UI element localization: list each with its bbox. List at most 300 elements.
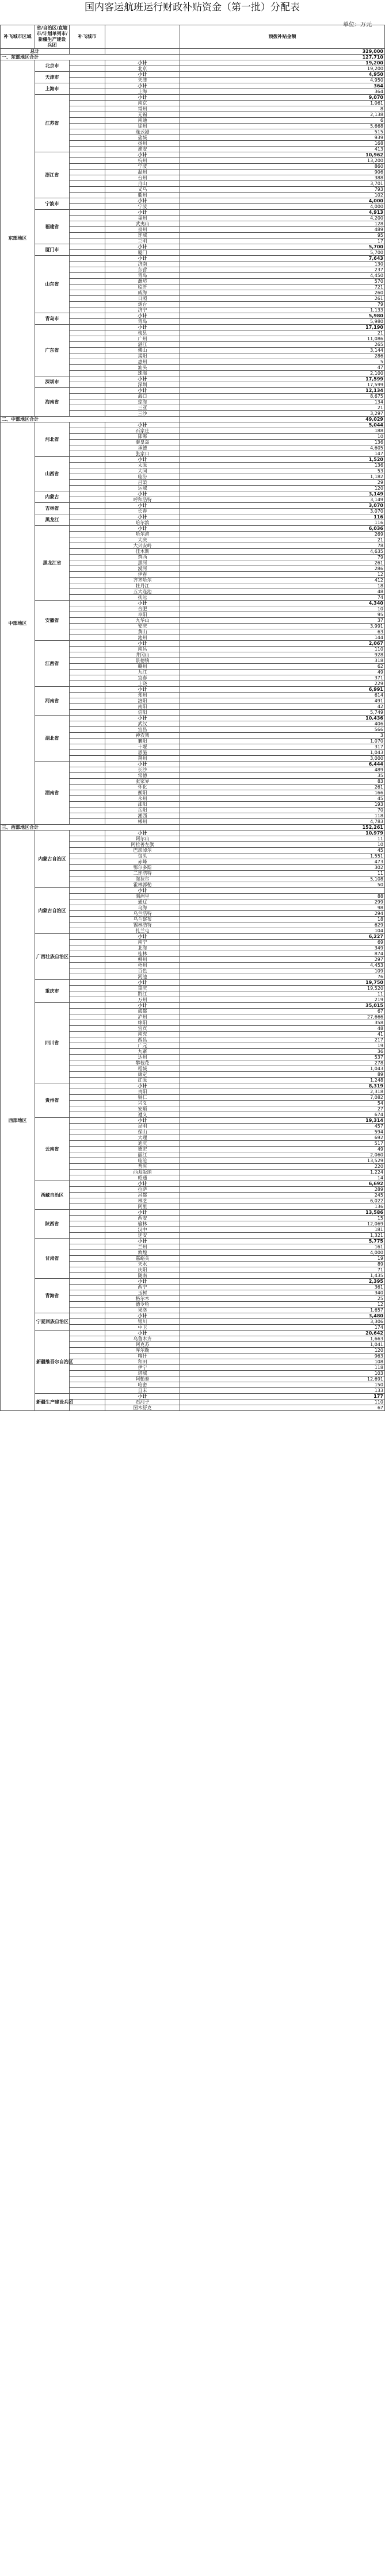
city-cell-empty (70, 353, 105, 359)
city-cell-empty (70, 1101, 105, 1106)
city-amount: 489 (180, 227, 385, 233)
city-cell-empty (70, 1331, 105, 1336)
city-amount: 49 (180, 1147, 385, 1152)
city-name: 大理 (105, 1135, 180, 1141)
subtotal-value: 19,750 (180, 980, 385, 986)
city-cell-empty (70, 957, 105, 963)
province-name: 海南省 (35, 388, 70, 417)
city-amount: 570 (180, 279, 385, 284)
city-name: 武夷山 (105, 221, 180, 227)
province-subtotal-row (1, 934, 385, 940)
city-name: 郑州 (105, 693, 180, 698)
city-cell-empty (70, 141, 105, 147)
city-name: 伊宁 (105, 1365, 180, 1371)
city-name: 十堰 (105, 744, 180, 750)
city-cell-empty (70, 1336, 105, 1342)
province-name: 江苏省 (35, 95, 70, 152)
province-subtotal-row (1, 514, 385, 520)
city-name: 梅县 (105, 330, 180, 336)
city-name: 哈尔滨 (105, 532, 180, 537)
city-amount: 36 (180, 1049, 385, 1055)
city-name: 广州 (105, 336, 180, 342)
city-amount: 29 (180, 480, 385, 486)
city-cell-empty (70, 945, 105, 951)
city-cell-empty (70, 89, 105, 95)
city-name: 果洛 (105, 1308, 180, 1313)
city-amount: 614 (180, 693, 385, 698)
city-cell-empty (70, 273, 105, 279)
province-subtotal-row (1, 72, 385, 78)
city-name: 南昌 (105, 647, 180, 652)
city-amount: 50 (180, 882, 385, 888)
city-cell-empty (70, 693, 105, 698)
city-name: 哈密 (105, 1382, 180, 1388)
city-name: 神农架 (105, 733, 180, 739)
city-amount: 261 (180, 296, 385, 302)
city-name: 稻城 (105, 1066, 180, 1072)
city-name: 武汉 (105, 721, 180, 727)
city-cell-empty (70, 1049, 105, 1055)
city-cell-empty (70, 1227, 105, 1233)
subtotal-label: 小计 (105, 1118, 180, 1124)
city-cell-empty (70, 922, 105, 928)
city-amount: 1,061 (180, 101, 385, 106)
city-name: 青岛 (105, 273, 180, 279)
city-cell-empty (70, 1043, 105, 1049)
city-name: 康定 (105, 1072, 180, 1078)
subtotal-value: 5,980 (180, 313, 385, 319)
city-name: 广元 (105, 1043, 180, 1049)
city-cell-empty (70, 1290, 105, 1296)
city-name: 黔江 (105, 991, 180, 997)
province-name: 天津市 (35, 72, 70, 83)
city-cell-empty (70, 836, 105, 842)
city-amount: 10 (180, 842, 385, 848)
city-cell-empty (70, 1388, 105, 1394)
city-cell-empty (70, 641, 105, 647)
province-name: 四川省 (35, 1003, 70, 1083)
subtotal-value: 5,775 (180, 1239, 385, 1244)
city-name: 青岛 (105, 319, 180, 325)
city-name: 昭通 (105, 1175, 180, 1181)
province-subtotal-row (1, 503, 385, 509)
city-cell-empty (70, 1078, 105, 1083)
subtotal-value: 9,070 (180, 95, 385, 101)
city-amount: 286 (180, 353, 385, 359)
city-cell-empty (70, 101, 105, 106)
city-amount: 13,200 (180, 158, 385, 164)
city-name: 连云港 (105, 129, 180, 135)
city-amount: 193 (180, 802, 385, 808)
city-cell-empty (70, 762, 105, 767)
city-cell-empty (70, 520, 105, 526)
subtotal-label: 小计 (105, 980, 180, 986)
city-cell-empty (70, 152, 105, 158)
province-name: 安徽省 (35, 601, 70, 641)
city-amount: 76 (180, 974, 385, 980)
city-cell-empty (70, 968, 105, 974)
city-cell-empty (70, 1060, 105, 1066)
subtotal-value: 17,599 (180, 376, 385, 382)
city-amount: 181 (180, 1227, 385, 1233)
city-cell-empty (70, 313, 105, 319)
province-name: 厦门市 (35, 244, 70, 256)
province-subtotal-row (1, 601, 385, 606)
city-amount: 594 (180, 1129, 385, 1135)
city-amount: 104 (180, 928, 385, 934)
city-name: 霍林郭勒 (105, 882, 180, 888)
subtotal-value: 6,227 (180, 934, 385, 940)
subtotal-value: 6,692 (180, 1181, 385, 1187)
city-amount: 17 (180, 239, 385, 244)
city-name: 牡丹江 (105, 583, 180, 589)
city-name: 黑河 (105, 560, 180, 566)
city-name: 泸州 (105, 1014, 180, 1020)
city-amount: 4,200 (180, 216, 385, 221)
city-amount: 48 (180, 589, 385, 595)
subtotal-label: 小计 (105, 831, 180, 836)
city-amount: 406 (180, 721, 385, 727)
province-subtotal-row (1, 1083, 385, 1089)
city-amount: 109 (180, 968, 385, 974)
province-subtotal-row (1, 83, 385, 89)
city-amount: 47 (180, 365, 385, 371)
city-name: 南京 (105, 101, 180, 106)
city-name: 敦煌 (105, 1250, 180, 1256)
city-amount: 79 (180, 555, 385, 560)
subtotal-value: 19,314 (180, 1118, 385, 1124)
province-name: 湖北省 (35, 716, 70, 762)
subtotal-value: 4,340 (180, 601, 385, 606)
subtotal-label: 小计 (105, 1003, 180, 1009)
section-row (1, 825, 385, 831)
city-cell-empty (70, 348, 105, 353)
city-amount: 19 (180, 1043, 385, 1049)
city-name: 衢州 (105, 193, 180, 198)
city-name: 万州 (105, 997, 180, 1003)
city-cell-empty (70, 95, 105, 101)
city-amount: 1,321 (180, 1233, 385, 1239)
city-name: 南阳 (105, 704, 180, 710)
city-cell-empty (70, 974, 105, 980)
city-name: 惠州 (105, 359, 180, 365)
city-amount: 168 (180, 141, 385, 147)
city-amount: 27 (180, 1106, 385, 1112)
city-amount: 4,000 (180, 1250, 385, 1256)
city-amount: 120 (180, 486, 385, 491)
city-name: 永州 (105, 796, 180, 802)
city-name: 重庆 (105, 986, 180, 991)
city-cell-empty (70, 1204, 105, 1210)
city-cell-empty (70, 790, 105, 796)
province-name: 福建省 (35, 210, 70, 244)
city-amount: 457 (180, 1124, 385, 1129)
city-cell-empty (70, 486, 105, 491)
subtotal-value: 116 (180, 514, 385, 520)
province-name: 湖南省 (35, 762, 70, 825)
city-name: 常德 (105, 773, 180, 779)
city-name: 郴州 (105, 819, 180, 825)
city-cell-empty (70, 1147, 105, 1152)
city-name: 衡阳 (105, 790, 180, 796)
city-cell-empty (70, 503, 105, 509)
province-name: 浙江省 (35, 152, 70, 198)
province-subtotal-row (1, 325, 385, 330)
city-amount: 12 (180, 1302, 385, 1308)
city-cell-empty (70, 549, 105, 555)
city-cell-empty (70, 756, 105, 762)
city-cell-empty (70, 1020, 105, 1026)
city-amount: 95 (180, 233, 385, 239)
subtotal-label: 小计 (105, 1210, 180, 1216)
city-amount: 120 (180, 1348, 385, 1354)
city-name: 普洱 (105, 1164, 180, 1170)
subtotal-label: 小计 (105, 1239, 180, 1244)
city-name: 拉萨 (105, 1187, 180, 1193)
city-name: 柳州 (105, 957, 180, 963)
city-amount: 42 (180, 704, 385, 710)
city-cell-empty (70, 681, 105, 687)
city-cell-empty (70, 716, 105, 721)
city-amount: 4,453 (180, 963, 385, 968)
province-subtotal-row (1, 687, 385, 693)
city-name: 乌鲁木齐 (105, 1336, 180, 1342)
province-subtotal-row (1, 831, 385, 836)
city-cell-empty (70, 129, 105, 135)
city-name: 泉州 (105, 227, 180, 233)
city-cell-empty (70, 1129, 105, 1135)
city-name: 二连浩特 (105, 871, 180, 876)
province-name: 云南省 (35, 1118, 70, 1181)
city-name: 石河子 (105, 1400, 180, 1405)
city-name: 齐齐哈尔 (105, 578, 180, 583)
subtotal-value: 4,950 (180, 72, 385, 78)
city-amount: 317 (180, 744, 385, 750)
city-name: 淮安 (105, 147, 180, 152)
subtotal-value: 6,991 (180, 687, 385, 693)
city-amount: 4,000 (180, 204, 385, 210)
city-name: 石家庄 (105, 428, 180, 434)
region-label: 中部地区 (1, 422, 35, 825)
city-cell-empty (70, 934, 105, 940)
city-name: 绵阳 (105, 1020, 180, 1026)
city-name: 通辽 (105, 899, 180, 905)
city-name: 舟山 (105, 181, 180, 187)
province-subtotal-row (1, 641, 385, 647)
city-name: 大庆 (105, 537, 180, 543)
city-amount: 3,000 (180, 756, 385, 762)
city-amount: 134 (180, 399, 385, 405)
city-cell-empty (70, 991, 105, 997)
city-amount: 294 (180, 911, 385, 917)
city-cell-empty (70, 808, 105, 813)
city-cell-empty (70, 560, 105, 566)
city-cell-empty (70, 267, 105, 273)
city-amount: 220 (180, 1164, 385, 1170)
subtotal-label: 小计 (105, 83, 180, 89)
city-amount: 10 (180, 434, 385, 440)
city-cell-empty (70, 1371, 105, 1377)
city-name: 临沂 (105, 284, 180, 290)
city-amount: 144 (180, 635, 385, 641)
header-blank (105, 25, 180, 49)
city-cell-empty (70, 509, 105, 514)
city-cell-empty (70, 319, 105, 325)
city-cell-empty (70, 940, 105, 945)
city-name: 吕梁 (105, 480, 180, 486)
city-cell-empty (70, 106, 105, 112)
city-name: 乌海 (105, 905, 180, 911)
city-amount: 35 (180, 773, 385, 779)
province-name: 河南省 (35, 687, 70, 716)
city-amount: 2,318 (180, 1089, 385, 1095)
city-cell-empty (70, 1089, 105, 1095)
city-amount: 1,551 (180, 853, 385, 859)
city-amount: 349 (180, 945, 385, 951)
city-cell-empty (70, 302, 105, 307)
city-cell-empty (70, 733, 105, 739)
province-name: 黑龙江 (35, 514, 70, 526)
city-amount: 118 (180, 813, 385, 819)
city-name: 遵义 (105, 1112, 180, 1118)
city-amount: 136 (180, 440, 385, 445)
city-amount: 3,297 (180, 411, 385, 417)
subtotal-label: 小计 (105, 503, 180, 509)
city-name: 德令哈 (105, 1302, 180, 1308)
city-name: 林芝 (105, 1198, 180, 1204)
province-subtotal-row (1, 1313, 385, 1319)
city-cell-empty (70, 60, 105, 66)
city-amount: 1,182 (180, 474, 385, 480)
city-name: 日照 (105, 296, 180, 302)
city-amount: 12,691 (180, 1377, 385, 1382)
city-name: 邯郸 (105, 434, 180, 440)
subtotal-label: 小计 (105, 325, 180, 330)
city-cell-empty (70, 618, 105, 624)
city-cell-empty (70, 1095, 105, 1101)
city-amount: 566 (180, 727, 385, 733)
city-name: 井冈山 (105, 652, 180, 658)
city-cell-empty (70, 376, 105, 382)
city-cell-empty (70, 848, 105, 853)
city-amount: 25 (180, 1296, 385, 1302)
city-amount: 102 (180, 193, 385, 198)
city-cell-empty (70, 865, 105, 871)
city-amount: 18 (180, 917, 385, 922)
city-name: 铜仁 (105, 1095, 180, 1101)
city-cell-empty (70, 1365, 105, 1371)
city-cell-empty (70, 1256, 105, 1262)
city-amount: 67 (180, 1009, 385, 1014)
city-cell-empty (70, 624, 105, 629)
city-amount: 11 (180, 836, 385, 842)
city-cell-empty (70, 601, 105, 606)
subtotal-label: 小计 (105, 1181, 180, 1187)
city-name: 景德镇 (105, 658, 180, 664)
city-cell-empty (70, 382, 105, 388)
city-cell-empty (70, 612, 105, 618)
city-cell-empty (70, 72, 105, 78)
city-name: 杭州 (105, 158, 180, 164)
city-cell-empty (70, 1170, 105, 1175)
city-cell-empty (70, 1152, 105, 1158)
city-name: 百色 (105, 968, 180, 974)
province-name: 重庆市 (35, 980, 70, 1003)
city-name: 喀什 (105, 1354, 180, 1359)
city-name: 济南 (105, 262, 180, 267)
city-cell-empty (70, 595, 105, 601)
city-cell-empty (70, 664, 105, 670)
city-cell-empty (70, 1106, 105, 1112)
city-cell-empty (70, 1032, 105, 1037)
city-cell-empty (70, 532, 105, 537)
city-cell-empty (70, 250, 105, 256)
city-cell-empty (70, 118, 105, 124)
city-cell-empty (70, 1003, 105, 1009)
city-name: 大同 (105, 468, 180, 474)
subtotal-label: 小计 (105, 716, 180, 721)
city-cell-empty (70, 394, 105, 399)
city-name: 张家口 (105, 451, 180, 457)
city-name: 伊春 (105, 572, 180, 578)
city-cell-empty (70, 842, 105, 848)
city-amount: 67 (180, 1405, 385, 1411)
city-cell-empty (70, 296, 105, 302)
city-name: 威海 (105, 290, 180, 296)
section-row (1, 417, 385, 422)
city-name: 抚远 (105, 595, 180, 601)
city-name: 潍坊 (105, 279, 180, 284)
city-name: 满洲里 (105, 894, 180, 899)
city-amount: 19 (180, 1256, 385, 1262)
city-name: 汕头 (105, 365, 180, 371)
subtotal-label: 小计 (105, 1313, 180, 1319)
city-cell-empty (70, 1285, 105, 1290)
city-amount: 537 (180, 1055, 385, 1060)
subtotal-label: 小计 (105, 210, 180, 216)
city-name: 南充 (105, 1032, 180, 1037)
city-cell-empty (70, 750, 105, 756)
city-cell-empty (70, 1348, 105, 1354)
city-cell-empty (70, 1359, 105, 1365)
city-cell-empty (70, 1279, 105, 1285)
subtotal-value: 364 (180, 83, 385, 89)
subtotal-value: 2,395 (180, 1279, 385, 1285)
province-subtotal-row (1, 1003, 385, 1009)
city-name: 汉中 (105, 1227, 180, 1233)
region-label: 东部地区 (1, 60, 35, 417)
city-amount: 116 (180, 520, 385, 526)
city-amount: 21 (180, 537, 385, 543)
subtotal-label: 小计 (105, 95, 180, 101)
city-cell-empty (70, 917, 105, 922)
city-cell-empty (70, 342, 105, 348)
city-name: 梧州 (105, 963, 180, 968)
city-amount: 2,138 (180, 112, 385, 118)
province-name: 黑龙江省 (35, 526, 70, 601)
province-name: 山西省 (35, 457, 70, 491)
city-cell-empty (70, 744, 105, 750)
city-name: 保山 (105, 1129, 180, 1135)
city-amount: 674 (180, 1112, 385, 1118)
city-cell-empty (70, 1377, 105, 1382)
city-amount: 473 (180, 859, 385, 865)
city-name: 怀化 (105, 785, 180, 790)
city-amount: 62 (180, 664, 385, 670)
city-name: 兴义 (105, 1101, 180, 1106)
city-cell-empty (70, 198, 105, 204)
city-cell-empty (70, 365, 105, 371)
